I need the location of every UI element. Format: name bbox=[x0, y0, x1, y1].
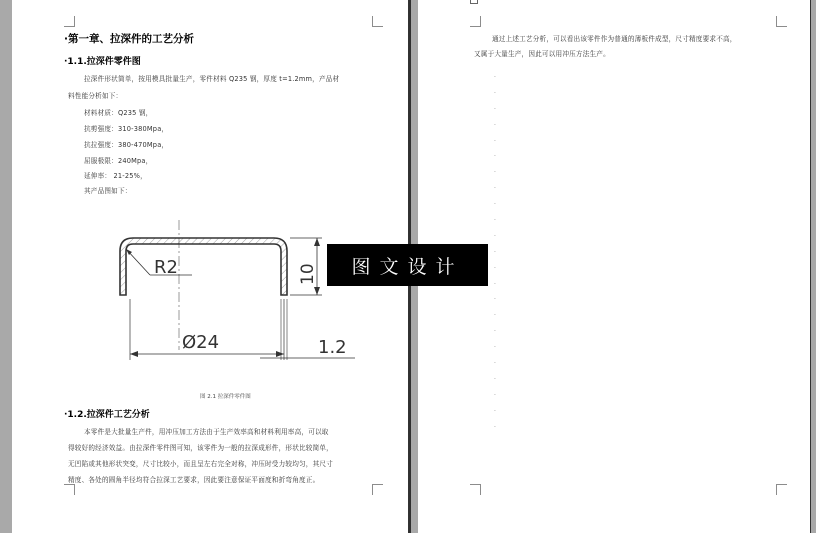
diameter-dimension-label: Ø24 bbox=[182, 332, 220, 353]
paragraph-mark[interactable]: . bbox=[494, 246, 496, 254]
paragraph-line[interactable]: 又属于大量生产，因此可以用冲压方法生产。 bbox=[474, 50, 610, 58]
paragraph-line[interactable]: 本零件是大批量生产件，用冲压加工方法由于生产效率高和材料利用率高，可以取 bbox=[84, 428, 329, 436]
margin-corner-mark bbox=[372, 484, 383, 495]
material-prop-line[interactable]: 其产品图如下： bbox=[84, 187, 132, 195]
material-prop-line[interactable]: 抗拉强度：380-470Mpa， bbox=[84, 141, 169, 149]
ruler-tab-marker[interactable] bbox=[470, 0, 478, 4]
material-prop-line[interactable]: 抗剪强度：310-380Mpa， bbox=[84, 125, 169, 133]
dimension-arrow bbox=[276, 351, 284, 357]
paragraph-mark[interactable]: . bbox=[494, 342, 496, 350]
margin-corner-mark bbox=[776, 484, 787, 495]
paragraph-mark[interactable]: . bbox=[494, 103, 496, 111]
paragraph-mark[interactable]: . bbox=[494, 405, 496, 413]
radius-dimension-label: R2 bbox=[154, 257, 178, 278]
height-dimension-label: 10 bbox=[298, 263, 318, 285]
paragraph-mark[interactable]: . bbox=[494, 151, 496, 159]
paragraph-mark[interactable]: . bbox=[494, 373, 496, 381]
paragraph-mark[interactable]: . bbox=[494, 358, 496, 366]
dimension-arrow bbox=[314, 287, 320, 295]
paragraph-line[interactable]: 无凹陷或其他形状突变，尺寸比较小，而且呈左右完全对称，冲压时受力较均匀，其尺寸 bbox=[68, 460, 333, 468]
chapter-title[interactable]: ·第一章、拉深件的工艺分析 bbox=[64, 33, 194, 45]
margin-corner-mark bbox=[470, 484, 481, 495]
section-title[interactable]: ·1.1.拉深件零件图 bbox=[64, 57, 141, 67]
paragraph-mark[interactable]: . bbox=[494, 389, 496, 397]
margin-corner-mark bbox=[776, 16, 787, 27]
paragraph-mark[interactable]: . bbox=[494, 119, 496, 127]
paragraph-mark[interactable]: . bbox=[494, 135, 496, 143]
margin-corner-mark bbox=[372, 16, 383, 27]
margin-corner-mark bbox=[64, 484, 75, 495]
paragraph-line[interactable]: 料性能分析如下： bbox=[68, 92, 123, 100]
paragraph-mark[interactable]: . bbox=[494, 278, 496, 286]
paragraph-mark[interactable]: . bbox=[494, 326, 496, 334]
cup-cross-section bbox=[120, 238, 287, 295]
figure-caption[interactable]: 图 2.1 拉深件零件图 bbox=[200, 394, 251, 400]
paragraph-mark[interactable]: . bbox=[494, 199, 496, 207]
paragraph-mark[interactable]: . bbox=[494, 230, 496, 238]
material-prop-line[interactable]: 屈服极限：240Mpa， bbox=[84, 157, 153, 165]
paragraph-line[interactable]: 通过上述工艺分析，可以看出该零件作为普通的薄板件成型，尺寸精度要求不高， bbox=[492, 35, 737, 43]
paragraph-mark[interactable]: . bbox=[494, 87, 496, 95]
empty-paragraph-marks bbox=[494, 68, 502, 433]
thickness-dimension-label: 1.2 bbox=[318, 337, 347, 358]
part-drawing bbox=[100, 215, 390, 375]
paragraph-mark[interactable]: . bbox=[494, 262, 496, 270]
dimension-arrow bbox=[130, 351, 138, 357]
paragraph-mark[interactable]: . bbox=[494, 215, 496, 223]
margin-corner-mark bbox=[470, 16, 481, 27]
material-prop-line[interactable]: 延伸率： 21-25%， bbox=[84, 172, 147, 180]
paragraph-mark[interactable]: . bbox=[494, 310, 496, 318]
dimension-arrow bbox=[314, 238, 320, 246]
paragraph-line[interactable]: 得较好的经济效益。由拉深件零件图可知，该零件为一般的拉深成形件，形状比较简单， bbox=[68, 444, 333, 452]
paragraph-line[interactable]: 拉深件形状简单，按用模具批量生产，零件材料 Q235 钢，厚度 t=1.2mm，产品材 bbox=[84, 75, 340, 83]
paragraph-mark[interactable]: . bbox=[494, 72, 496, 79]
paragraph-mark[interactable]: . bbox=[494, 421, 496, 429]
watermark-banner: 图文设计 bbox=[327, 244, 488, 286]
paragraph-line[interactable]: 精度、各处的圆角半径均符合拉深工艺要求，因此要注意保证平面度和折弯角度正。 bbox=[68, 476, 320, 484]
paragraph-mark[interactable]: . bbox=[494, 183, 496, 191]
paragraph-mark[interactable]: . bbox=[494, 294, 496, 302]
material-prop-line[interactable]: 材料材质：Q235 钢， bbox=[84, 109, 153, 117]
margin-corner-mark bbox=[64, 16, 75, 27]
paragraph-mark[interactable]: . bbox=[494, 167, 496, 175]
section-title[interactable]: ·1.2.拉深件工艺分析 bbox=[64, 410, 150, 420]
